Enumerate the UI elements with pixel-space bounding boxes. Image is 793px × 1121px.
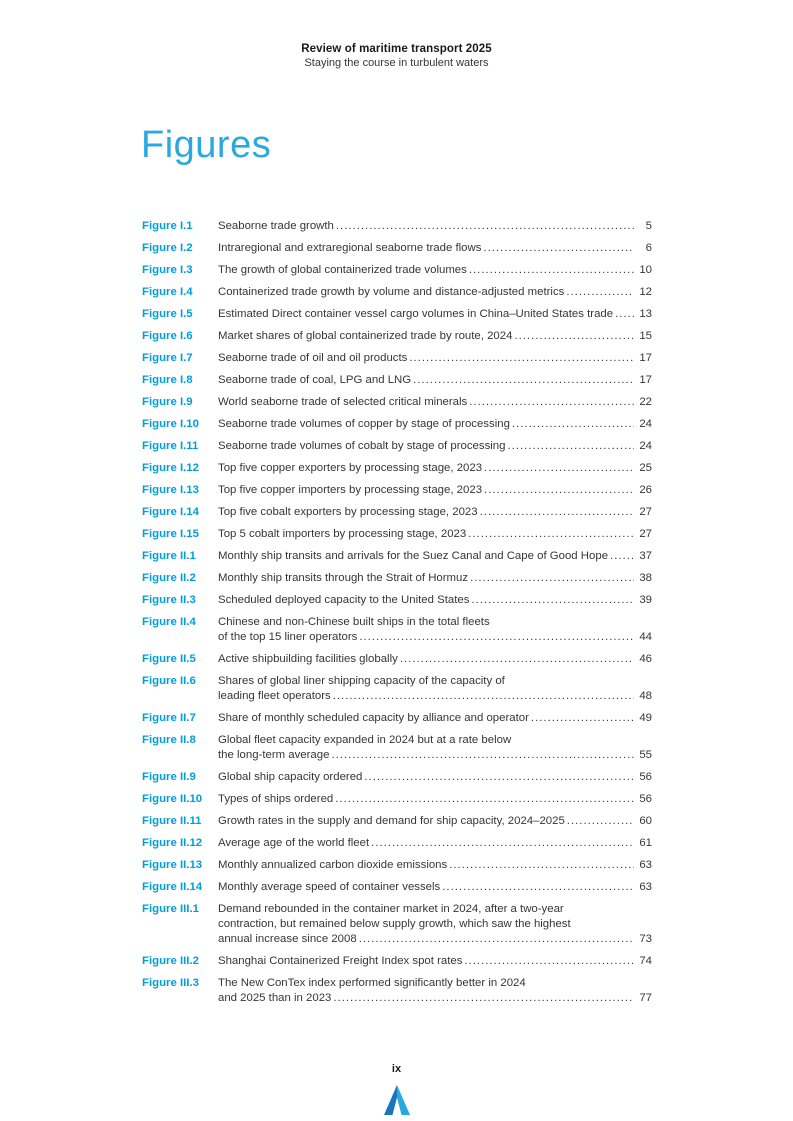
toc-entry[interactable] <box>142 285 652 300</box>
toc-entry[interactable] <box>142 395 652 410</box>
figure-label: Figure III.3 <box>142 977 199 989</box>
dotted-leader <box>331 748 634 763</box>
figure-page-number: 73 <box>639 933 652 945</box>
figure-title-lastline <box>218 373 652 388</box>
figure-label: Figure II.8 <box>142 734 196 746</box>
dotted-leader <box>400 652 634 667</box>
dotted-leader <box>449 858 634 873</box>
toc-entry[interactable] <box>142 836 652 851</box>
footer-logo <box>0 1085 793 1120</box>
figure-title <box>218 285 652 300</box>
figure-title <box>218 439 652 454</box>
toc-entry[interactable] <box>142 615 652 645</box>
figure-title-line: Shares of global liner shipping capacity of the capacity of <box>218 675 505 687</box>
figure-title-text: Types of ships ordered <box>218 793 334 805</box>
dotted-leader <box>468 527 634 542</box>
figure-page-number: 6 <box>645 242 652 254</box>
toc-entry[interactable] <box>142 307 652 322</box>
toc-entry[interactable] <box>142 219 652 234</box>
figure-title-text: Monthly ship transits and arrivals for the Suez Canal and Cape of Good Hope <box>218 550 609 562</box>
figure-title-lastline <box>218 880 652 895</box>
figure-title-text: Top five copper exporters by processing stage, 2023 <box>218 462 483 474</box>
toc-entry[interactable] <box>142 241 652 256</box>
toc-entry[interactable] <box>142 263 652 278</box>
dotted-leader <box>359 932 634 947</box>
toc-entry[interactable] <box>142 373 652 388</box>
figure-title-lastline <box>218 395 652 410</box>
figure-page-number: 48 <box>639 690 652 702</box>
figure-title <box>218 836 652 851</box>
dotted-leader <box>470 571 634 586</box>
toc-entry[interactable] <box>142 858 652 873</box>
figure-label: Figure I.1 <box>142 220 193 232</box>
figure-title-text: The growth of global containerized trade volumes <box>218 264 467 276</box>
figure-title-line: contraction, but remained below supply growth, which saw the highest <box>218 918 571 930</box>
figure-title-lastline <box>218 461 652 476</box>
figure-label: Figure II.4 <box>142 616 196 628</box>
figure-label: Figure I.6 <box>142 330 193 342</box>
toc-entry[interactable] <box>142 814 652 829</box>
figure-page-number: 60 <box>639 815 652 827</box>
figure-title-lastline <box>218 285 652 300</box>
figure-title-text: Seaborne trade volumes of cobalt by stage of processing <box>218 440 506 452</box>
figure-title-lastline <box>218 527 652 542</box>
figure-page-number: 24 <box>639 440 652 452</box>
figure-title <box>218 307 652 322</box>
figure-title <box>218 395 652 410</box>
figure-label: Figure II.9 <box>142 771 196 783</box>
figure-title-text: and 2025 than in 2023 <box>218 992 332 1004</box>
dotted-leader <box>333 689 634 704</box>
figure-title <box>218 241 652 256</box>
dotted-leader <box>484 461 634 476</box>
dotted-leader <box>464 954 634 969</box>
figure-title-text: Active shipbuilding facilities globally <box>218 653 398 665</box>
toc-entry[interactable] <box>142 417 652 432</box>
figure-label: Figure III.1 <box>142 903 199 915</box>
figure-title <box>218 652 652 667</box>
figure-label: Figure II.11 <box>142 815 202 827</box>
figure-title <box>218 593 652 608</box>
figure-title-text: Monthly ship transits through the Strait of Hormuz <box>218 572 469 584</box>
dotted-leader <box>484 483 634 498</box>
figure-label: Figure I.14 <box>142 506 199 518</box>
figure-label: Figure II.2 <box>142 572 196 584</box>
figure-page-number: 55 <box>639 749 652 761</box>
dotted-leader <box>610 549 634 564</box>
figure-title-text: World seaborne trade of selected critical minerals <box>218 396 468 408</box>
figure-page-number: 63 <box>639 859 652 871</box>
figure-label: Figure I.5 <box>142 308 193 320</box>
figure-page-number: 26 <box>639 484 652 496</box>
figure-title-text: Monthly annualized carbon dioxide emissions <box>218 859 448 871</box>
toc-entry[interactable] <box>142 439 652 454</box>
report-subtitle: Staying the course in turbulent waters <box>304 57 489 69</box>
figure-title <box>218 505 652 520</box>
figure-label: Figure III.2 <box>142 955 199 967</box>
figure-page-number: 25 <box>639 462 652 474</box>
figure-title-text: leading fleet operators <box>218 690 331 702</box>
figure-title-line: The New ConTex index performed significantly better in 2024 <box>218 977 526 989</box>
figure-title <box>218 770 652 785</box>
dotted-leader <box>333 991 634 1006</box>
figure-title-lastline <box>218 439 652 454</box>
figure-label: Figure I.3 <box>142 264 193 276</box>
figure-title-text: Intraregional and extraregional seaborne trade flows <box>218 242 482 254</box>
dotted-leader <box>480 505 634 520</box>
toc-entry[interactable] <box>142 976 652 1006</box>
figure-label: Figure II.5 <box>142 653 196 665</box>
figure-title-lastline <box>218 571 652 586</box>
toc-entry[interactable] <box>142 880 652 895</box>
figure-page-number: 38 <box>639 572 652 584</box>
figure-title-lastline <box>218 417 652 432</box>
figure-label: Figure I.15 <box>142 528 199 540</box>
figure-title-lastline <box>218 932 652 947</box>
figure-page-number: 39 <box>639 594 652 606</box>
figure-title <box>218 329 652 344</box>
figure-title-text: Seaborne trade of coal, LPG and LNG <box>218 374 412 386</box>
figure-title-text: of the top 15 liner operators <box>218 631 358 643</box>
figure-title-lastline <box>218 792 652 807</box>
figure-page-number: 10 <box>639 264 652 276</box>
figure-page-number: 22 <box>639 396 652 408</box>
figure-page-number: 49 <box>639 712 652 724</box>
figure-page-number: 13 <box>639 308 652 320</box>
dotted-leader <box>364 770 634 785</box>
figure-title <box>218 219 652 234</box>
figure-title <box>218 976 652 1006</box>
toc-entry[interactable] <box>142 954 652 969</box>
toc-entry[interactable] <box>142 527 652 542</box>
figure-title-text: Seaborne trade volumes of copper by stage of processing <box>218 418 510 430</box>
figure-title-text: Market shares of global containerized trade by route, 2024 <box>218 330 513 342</box>
figure-label: Figure I.4 <box>142 286 193 298</box>
figure-label: Figure II.14 <box>142 881 203 893</box>
toc-entry[interactable] <box>142 902 652 947</box>
figure-label: Figure I.12 <box>142 462 199 474</box>
figure-title-lastline <box>218 711 652 726</box>
figure-title-text: annual increase since 2008 <box>218 933 357 945</box>
dotted-leader <box>471 593 634 608</box>
figure-title <box>218 814 652 829</box>
toc-entry[interactable] <box>142 483 652 498</box>
figure-title <box>218 483 652 498</box>
figure-title-text: Monthly average speed of container vessels <box>218 881 441 893</box>
figure-title-text: Estimated Direct container vessel cargo volumes in China–United States trade <box>218 308 614 320</box>
figure-title <box>218 417 652 432</box>
figure-title-line: Global fleet capacity expanded in 2024 but at a rate below <box>218 734 512 746</box>
figure-title-lastline <box>218 219 652 234</box>
toc-entry[interactable] <box>142 792 652 807</box>
figure-title-lastline <box>218 630 652 645</box>
figure-title-lastline <box>218 991 652 1006</box>
dotted-leader <box>567 814 634 829</box>
dotted-leader <box>469 263 634 278</box>
figure-title-lastline <box>218 836 652 851</box>
figure-page-number: 24 <box>639 418 652 430</box>
figure-title-text: Seaborne trade of oil and oil products <box>218 352 408 364</box>
figure-label: Figure I.11 <box>142 440 199 452</box>
figure-title-text: Containerized trade growth by volume and distance-adjusted metrics <box>218 286 565 298</box>
figure-title-text: Scheduled deployed capacity to the United States <box>218 594 470 606</box>
toc-entry[interactable] <box>142 351 652 366</box>
figure-title-lastline <box>218 748 652 763</box>
figure-title-lastline <box>218 689 652 704</box>
page-title: Figures <box>141 124 272 166</box>
figure-page-number: 46 <box>639 653 652 665</box>
figure-label: Figure I.9 <box>142 396 193 408</box>
figure-page-number: 56 <box>639 793 652 805</box>
figure-title-lastline <box>218 329 652 344</box>
figure-title <box>218 711 652 726</box>
figure-title <box>218 527 652 542</box>
figure-label: Figure II.12 <box>142 837 203 849</box>
figure-title-lastline <box>218 549 652 564</box>
dotted-leader <box>335 792 634 807</box>
figure-title-text: the long-term average <box>218 749 330 761</box>
figure-label: Figure II.1 <box>142 550 196 562</box>
figure-page-number: 15 <box>639 330 652 342</box>
toc-entry[interactable] <box>142 329 652 344</box>
figure-page-number: 17 <box>639 352 652 364</box>
figure-title-text: Global ship capacity ordered <box>218 771 363 783</box>
figure-title-lastline <box>218 307 652 322</box>
figure-title-line: Demand rebounded in the container market in 2024, after a two-year <box>218 903 564 915</box>
page-number: ix <box>391 1063 402 1075</box>
dotted-leader <box>566 285 634 300</box>
figure-title <box>218 902 652 947</box>
figure-page-number: 74 <box>639 955 652 967</box>
figure-title-text: Top five cobalt exporters by processing stage, 2023 <box>218 506 478 518</box>
dotted-leader <box>336 219 634 234</box>
figure-title-lastline <box>218 241 652 256</box>
dotted-leader <box>507 439 634 454</box>
figure-label: Figure I.7 <box>142 352 193 364</box>
figure-title <box>218 733 652 763</box>
figure-title <box>218 461 652 476</box>
figure-page-number: 56 <box>639 771 652 783</box>
figures-list <box>142 219 652 1013</box>
figure-page-number: 17 <box>639 374 652 386</box>
figure-title-lastline <box>218 770 652 785</box>
toc-entry[interactable] <box>142 593 652 608</box>
figure-title-text: Share of monthly scheduled capacity by alliance and operator <box>218 712 529 724</box>
figure-label: Figure II.13 <box>142 859 203 871</box>
report-header <box>0 43 793 69</box>
dotted-leader <box>514 329 634 344</box>
figure-page-number: 27 <box>639 506 652 518</box>
figure-title-lastline <box>218 483 652 498</box>
figure-page-number: 27 <box>639 528 652 540</box>
figure-title-text: Growth rates in the supply and demand for ship capacity, 2024–2025 <box>218 815 565 827</box>
figure-label: Figure I.13 <box>142 484 199 496</box>
figure-label: Figure I.10 <box>142 418 199 430</box>
figure-title-lastline <box>218 652 652 667</box>
figure-page-number: 77 <box>639 992 652 1004</box>
unctad-chevron-logo-icon <box>384 1102 410 1119</box>
dotted-leader <box>442 880 634 895</box>
toc-entry[interactable] <box>142 770 652 785</box>
figure-page-number: 44 <box>639 631 652 643</box>
figure-title <box>218 858 652 873</box>
figure-title-lastline <box>218 954 652 969</box>
toc-entry[interactable] <box>142 549 652 564</box>
toc-entry[interactable] <box>142 505 652 520</box>
figure-page-number: 37 <box>639 550 652 562</box>
figure-title-text: Seaborne trade growth <box>218 220 334 232</box>
figure-title-text: Top five copper importers by processing stage, 2023 <box>218 484 483 496</box>
figure-title-text: Top 5 cobalt importers by processing stage, 2023 <box>218 528 467 540</box>
toc-entry[interactable] <box>142 571 652 586</box>
dotted-leader <box>469 395 634 410</box>
figure-title <box>218 880 652 895</box>
dotted-leader <box>512 417 634 432</box>
figure-label: Figure I.2 <box>142 242 193 254</box>
figure-title-text: Average age of the world fleet <box>218 837 370 849</box>
dotted-leader <box>531 711 634 726</box>
figure-title <box>218 263 652 278</box>
figure-page-number: 61 <box>639 837 652 849</box>
toc-entry[interactable] <box>142 461 652 476</box>
figure-label: Figure II.3 <box>142 594 196 606</box>
figure-title-lastline <box>218 593 652 608</box>
figure-label: Figure I.8 <box>142 374 193 386</box>
dotted-leader <box>409 351 634 366</box>
figure-label: Figure II.7 <box>142 712 196 724</box>
dotted-leader <box>371 836 634 851</box>
toc-entry[interactable] <box>142 652 652 667</box>
dotted-leader <box>483 241 634 256</box>
figure-title <box>218 792 652 807</box>
figure-title-line: Chinese and non-Chinese built ships in the total fleets <box>218 616 490 628</box>
figure-label: Figure II.6 <box>142 675 196 687</box>
figure-title <box>218 674 652 704</box>
report-title: Review of maritime transport 2025 <box>301 43 492 55</box>
figure-title <box>218 549 652 564</box>
dotted-leader <box>359 630 634 645</box>
figure-title <box>218 571 652 586</box>
figure-title-lastline <box>218 814 652 829</box>
figure-title-lastline <box>218 263 652 278</box>
figure-label: Figure II.10 <box>142 793 203 805</box>
figure-title <box>218 373 652 388</box>
figure-page-number: 5 <box>645 220 652 232</box>
figure-page-number: 63 <box>639 881 652 893</box>
toc-entry[interactable] <box>142 711 652 726</box>
figure-title <box>218 351 652 366</box>
toc-entry[interactable] <box>142 674 652 704</box>
figure-title-lastline <box>218 351 652 366</box>
figure-title <box>218 954 652 969</box>
figure-title-lastline <box>218 505 652 520</box>
figure-page-number: 12 <box>639 286 652 298</box>
dotted-leader <box>413 373 634 388</box>
figure-title <box>218 615 652 645</box>
toc-entry[interactable] <box>142 733 652 763</box>
figure-title-lastline <box>218 858 652 873</box>
figure-title-text: Shanghai Containerized Freight Index spot rates <box>218 955 463 967</box>
dotted-leader <box>615 307 634 322</box>
